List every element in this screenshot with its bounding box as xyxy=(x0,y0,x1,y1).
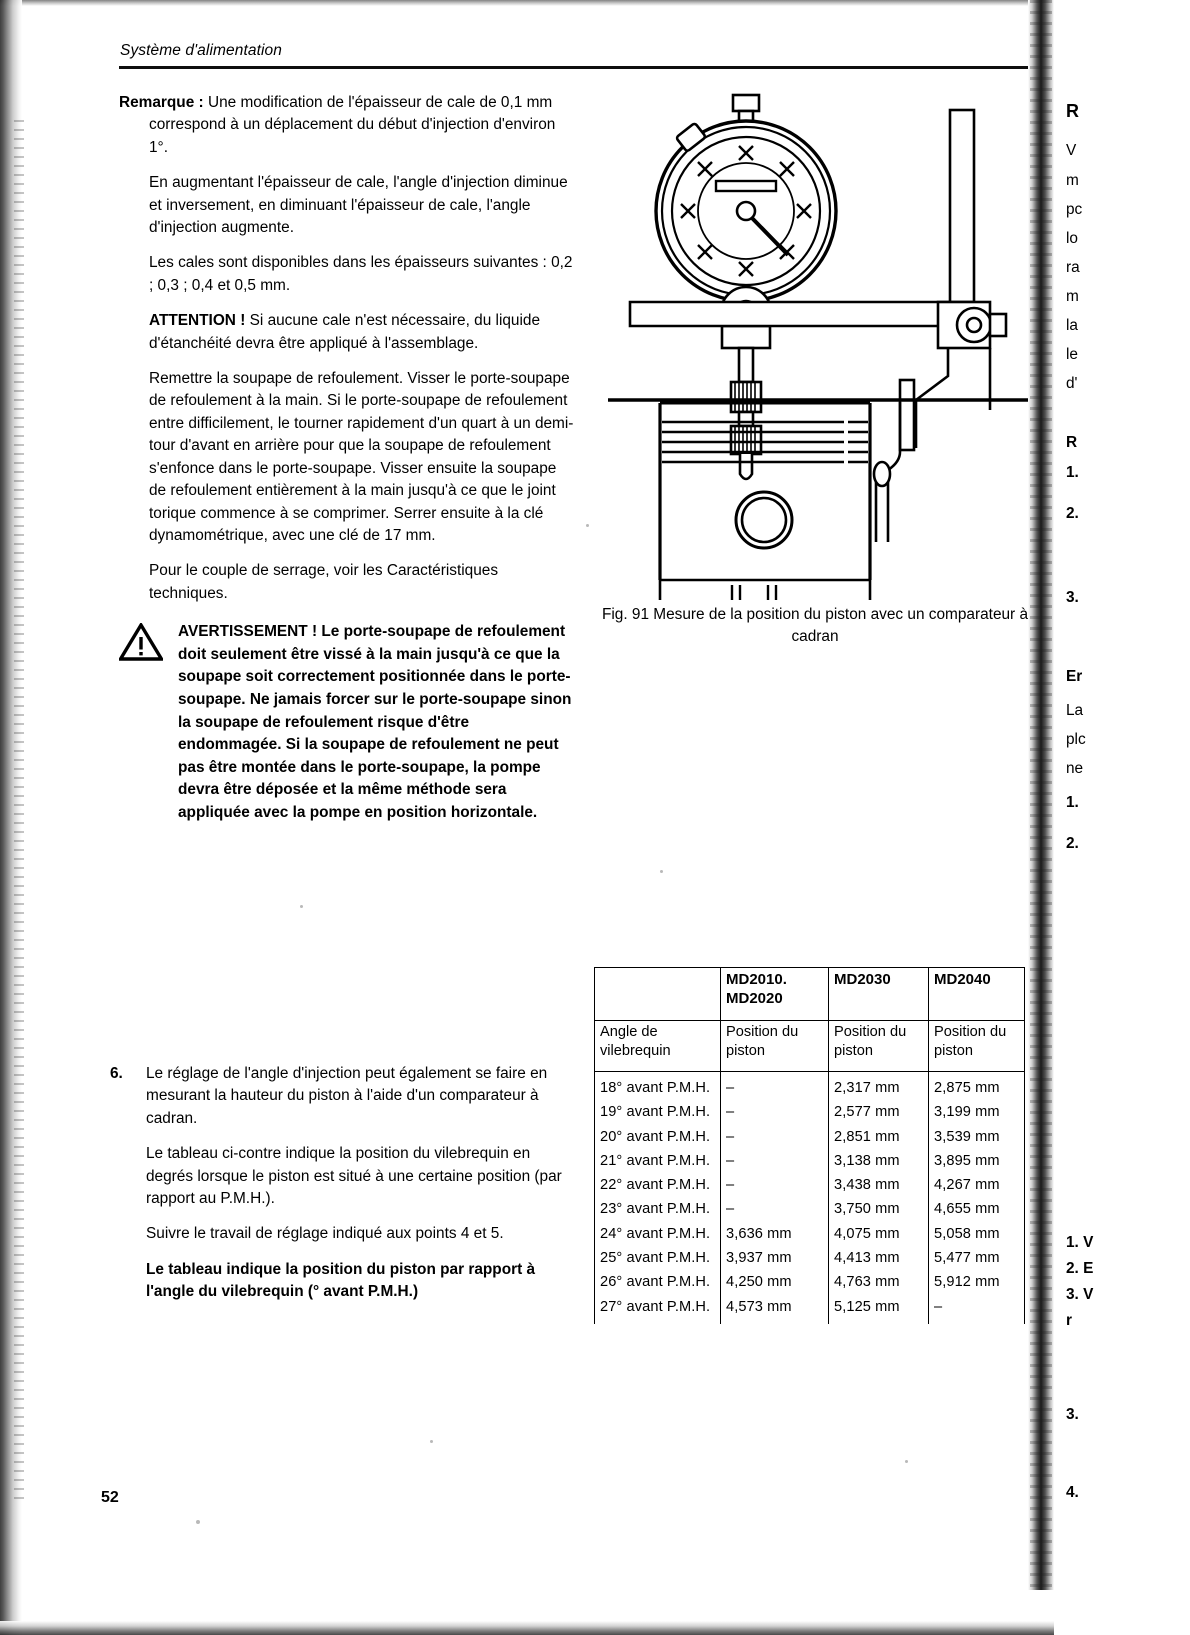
cell-md2030: 5,125 mm xyxy=(829,1295,929,1324)
scan-speck xyxy=(196,1520,200,1524)
subheader-pos3-line1: Position du xyxy=(934,1024,1007,1040)
cell-angle: 20° avant P.M.H. xyxy=(595,1125,721,1149)
cell-angle: 18° avant P.M.H. xyxy=(595,1072,721,1101)
item-6-body xyxy=(110,1063,575,1304)
table-row xyxy=(595,1100,1025,1124)
cell-md2040: 3,539 mm xyxy=(929,1125,1025,1149)
cell-angle: 21° avant P.M.H. xyxy=(595,1149,721,1173)
scan-bottom-edge-artifact xyxy=(0,1621,1190,1635)
subheader-angle-line2: vilebrequin xyxy=(600,1043,671,1059)
cell-md2040: 5,477 mm xyxy=(929,1246,1025,1270)
cell-angle: 25° avant P.M.H. xyxy=(595,1246,721,1270)
cell-md2030: 3,750 mm xyxy=(829,1197,929,1221)
cell-md2040: – xyxy=(929,1295,1025,1324)
subheader-angle-line1: Angle de xyxy=(600,1024,658,1040)
facing-page-fragment: lo xyxy=(1066,230,1078,247)
table-row xyxy=(595,1270,1025,1294)
header-md2040-line: MD2040 xyxy=(934,971,991,988)
facing-page-fragment: le xyxy=(1066,346,1078,363)
table-header-blank xyxy=(595,968,721,1021)
table-row xyxy=(595,1246,1025,1270)
facing-page-fragment: 1. xyxy=(1066,794,1079,811)
cell-md2040: 4,655 mm xyxy=(929,1197,1025,1221)
cell-md2010-2020: – xyxy=(721,1100,829,1124)
scan-speck xyxy=(660,870,663,873)
cell-md2030: 4,763 mm xyxy=(829,1270,929,1294)
book-gutter-speckle xyxy=(1030,0,1052,1590)
subheader-pos3-line2: piston xyxy=(934,1043,973,1059)
cell-md2030: 4,413 mm xyxy=(829,1246,929,1270)
cell-angle: 24° avant P.M.H. xyxy=(595,1222,721,1246)
facing-page-fragment: V xyxy=(1066,142,1077,159)
warning-label: AVERTISSEMENT ! xyxy=(178,623,318,641)
dial-indicator-piston-diagram xyxy=(600,80,1030,600)
cell-md2010-2020: 3,636 mm xyxy=(721,1222,829,1246)
remarque-label: Remarque : xyxy=(119,94,204,111)
figure-91-caption: Fig. 91 Mesure de la position du piston avec un comparateur à cadran xyxy=(601,606,1029,645)
facing-page-fragment: 2. E xyxy=(1066,1260,1094,1277)
paragraph-cales: Les cales sont disponibles dans les épaisseurs suivantes : 0,2 ; 0,3 ; 0,4 et 0,5 mm. xyxy=(149,254,573,294)
cell-md2010-2020: – xyxy=(721,1149,829,1173)
facing-page-fragment: r xyxy=(1066,1312,1072,1329)
facing-page-fragment: 3. xyxy=(1066,1406,1079,1423)
facing-page-fragment: plc xyxy=(1066,731,1086,748)
attention-label: ATTENTION ! xyxy=(149,312,246,330)
cell-md2040: 5,058 mm xyxy=(929,1222,1025,1246)
scan-speck xyxy=(430,1440,433,1443)
cell-md2010-2020: – xyxy=(721,1125,829,1149)
facing-page-fragment: Er xyxy=(1066,668,1083,685)
facing-page-fragment: 2. xyxy=(1066,505,1079,522)
table-head xyxy=(595,968,1025,1072)
facing-page-fragment: la xyxy=(1066,317,1078,334)
subheader-angle-vilebrequin xyxy=(595,1021,721,1072)
running-head: Système d'alimentation xyxy=(120,42,282,59)
cell-md2040: 5,912 mm xyxy=(929,1270,1025,1294)
cell-md2010-2020: 3,937 mm xyxy=(721,1246,829,1270)
piston-position-table xyxy=(594,967,1025,1324)
paragraph-remettre: Remettre la soupape de refoulement. Visser le porte-soupape de refoulement à la main. Si le porte-soupape de refoulement entre difficilement, le tourner rapidement d'un quart à un demi-tour d'avant en arrière pour que la soupape de refoulement s'enfonce dans le porte-soupape. Visser ensuite la soupape de refoulement entièrement à la main jusqu'à ce que le joint torique commence à se comprimer. Serrer ensuite à la clé dynamométrique, avec une clé de 17 mm. xyxy=(149,370,574,544)
cell-angle: 27° avant P.M.H. xyxy=(595,1295,721,1324)
paragraph-attention xyxy=(119,310,574,355)
cell-md2040: 3,895 mm xyxy=(929,1149,1025,1173)
table-header-row xyxy=(595,968,1025,1021)
table-body xyxy=(595,1072,1025,1324)
piston-cross-section xyxy=(660,403,870,600)
subheader-pos2-line1: Position du xyxy=(834,1024,907,1040)
subheader-position-piston-1 xyxy=(721,1021,829,1072)
subheader-pos1-line2: piston xyxy=(726,1043,765,1059)
facing-page-fragment: 1. V xyxy=(1066,1234,1094,1251)
cell-md2040: 4,267 mm xyxy=(929,1173,1025,1197)
facing-page-fragment: m xyxy=(1066,172,1079,189)
facing-page-fragment: La xyxy=(1066,702,1084,719)
facing-page-fragment: d' xyxy=(1066,375,1078,392)
left-text-column xyxy=(119,92,574,824)
subheader-pos2-line2: piston xyxy=(834,1043,873,1059)
warning-block xyxy=(119,621,574,824)
cell-md2030: 2,851 mm xyxy=(829,1125,929,1149)
header-rule xyxy=(119,66,1039,69)
cell-md2030: 3,438 mm xyxy=(829,1173,929,1197)
facing-page-fragment: 4. xyxy=(1066,1484,1079,1501)
header-md2020: MD2020 xyxy=(726,990,783,1007)
scan-top-edge-artifact xyxy=(0,0,1190,6)
item-6-paragraph-4-bold: Le tableau indique la position du piston par rapport à l'angle du vilebrequin (° avant P.M.H.) xyxy=(146,1260,536,1301)
cell-md2040: 2,875 mm xyxy=(929,1072,1025,1101)
cell-md2010-2020: – xyxy=(721,1197,829,1221)
facing-page-fragment: 1. xyxy=(1066,464,1079,481)
remarque-text: Une modification de l'épaisseur de cale de 0,1 mm correspond à un déplacement du début d'injection d'environ 1°. xyxy=(149,94,556,156)
table-row xyxy=(595,1125,1025,1149)
facing-page-fragment: ra xyxy=(1066,259,1080,276)
knurled-sleeve-lower xyxy=(731,426,761,454)
cell-angle: 26° avant P.M.H. xyxy=(595,1270,721,1294)
cell-md2030: 2,577 mm xyxy=(829,1100,929,1124)
cell-md2010-2020: 4,573 mm xyxy=(721,1295,829,1324)
item-6-paragraph-3: Suivre le travail de réglage indiqué aux points 4 et 5. xyxy=(146,1225,504,1243)
table-header-md2040 xyxy=(929,968,1025,1021)
facing-page-fragment: R xyxy=(1066,101,1079,121)
cell-md2030: 3,138 mm xyxy=(829,1149,929,1173)
paragraph-augmentant: En augmentant l'épaisseur de cale, l'angle d'injection diminue et inversement, en diminuant l'épaisseur de cale, l'angle d'injection augmente. xyxy=(149,174,568,237)
facing-page-fragment: m xyxy=(1066,288,1079,305)
table-row xyxy=(595,1173,1025,1197)
header-md2010: MD2010. xyxy=(726,971,787,988)
numbered-item-6 xyxy=(110,1063,575,1317)
facing-page-fragment: pc xyxy=(1066,201,1083,218)
table-row xyxy=(595,1149,1025,1173)
cell-md2010-2020: – xyxy=(721,1173,829,1197)
paragraph-couple: Pour le couple de serrage, voir les Caractéristiques techniques. xyxy=(149,562,499,602)
table-row xyxy=(595,1295,1025,1324)
scan-speck xyxy=(300,905,303,908)
scan-speck xyxy=(586,524,589,527)
subheader-position-piston-2 xyxy=(829,1021,929,1072)
facing-page-fragment: 3. xyxy=(1066,589,1079,606)
item-6-number: 6. xyxy=(110,1065,123,1082)
item-6-paragraph-1: Le réglage de l'angle d'injection peut également se faire en mesurant la hauteur du piston à l'aide d'un comparateur à cadran. xyxy=(146,1065,548,1127)
cell-angle: 22° avant P.M.H. xyxy=(595,1173,721,1197)
table-row xyxy=(595,1222,1025,1246)
subheader-position-piston-3 xyxy=(929,1021,1025,1072)
scan-speck xyxy=(905,1460,908,1463)
table-header-md2010-md2020 xyxy=(721,968,829,1021)
table-row xyxy=(595,1072,1025,1101)
header-md2030-line: MD2030 xyxy=(834,971,891,988)
table-subheader-row xyxy=(595,1021,1025,1072)
item-6-paragraph-2: Le tableau ci-contre indique la position du vilebrequin en degrés lorsque le piston est situé à une certaine position (par rapport au P.M.H.). xyxy=(146,1145,562,1208)
warning-text: Le porte-soupape de refoulement doit seulement être vissé à la main jusqu'à ce que la soupape soit correctement positionnée dans le porte-soupape. Ne jamais forcer sur le porte-soupape sinon la soupape de refoulement risque d'être endommagée. Si la soupape de refoulement ne peut pas être montée dans le porte-soupape, la pompe devra être déposée et la même méthode sera appliquée avec la pompe en position horizontale. xyxy=(178,623,572,821)
cell-md2010-2020: – xyxy=(721,1072,829,1101)
paragraph-remarque xyxy=(119,92,574,159)
facing-page-fragment: ne xyxy=(1066,760,1084,777)
cell-md2010-2020: 4,250 mm xyxy=(721,1270,829,1294)
table-row xyxy=(595,1197,1025,1221)
cell-md2030: 2,317 mm xyxy=(829,1072,929,1101)
valve-stem xyxy=(874,402,900,542)
scan-left-speckle-artifact xyxy=(14,120,24,1500)
facing-page-fragment: 2. xyxy=(1066,835,1079,852)
piston-position-table-wrapper xyxy=(594,967,1024,1324)
cell-angle: 19° avant P.M.H. xyxy=(595,1100,721,1124)
cell-angle: 23° avant P.M.H. xyxy=(595,1197,721,1221)
attention-text: Si aucune cale n'est nécessaire, du liquide d'étanchéité devra être appliqué à l'assemblage. xyxy=(149,312,541,352)
facing-page-fragment: 3. V xyxy=(1066,1286,1094,1303)
knurled-sleeve-upper xyxy=(731,382,761,412)
figure-91-illustration xyxy=(600,80,1030,600)
table-header-md2030 xyxy=(829,968,929,1021)
subheader-pos1-line1: Position du xyxy=(726,1024,799,1040)
page-number: 52 xyxy=(101,1489,119,1506)
warning-triangle-icon xyxy=(119,623,163,661)
facing-page-fragment: R xyxy=(1066,434,1078,451)
cell-md2040: 3,199 mm xyxy=(929,1100,1025,1124)
cell-md2030: 4,075 mm xyxy=(829,1222,929,1246)
